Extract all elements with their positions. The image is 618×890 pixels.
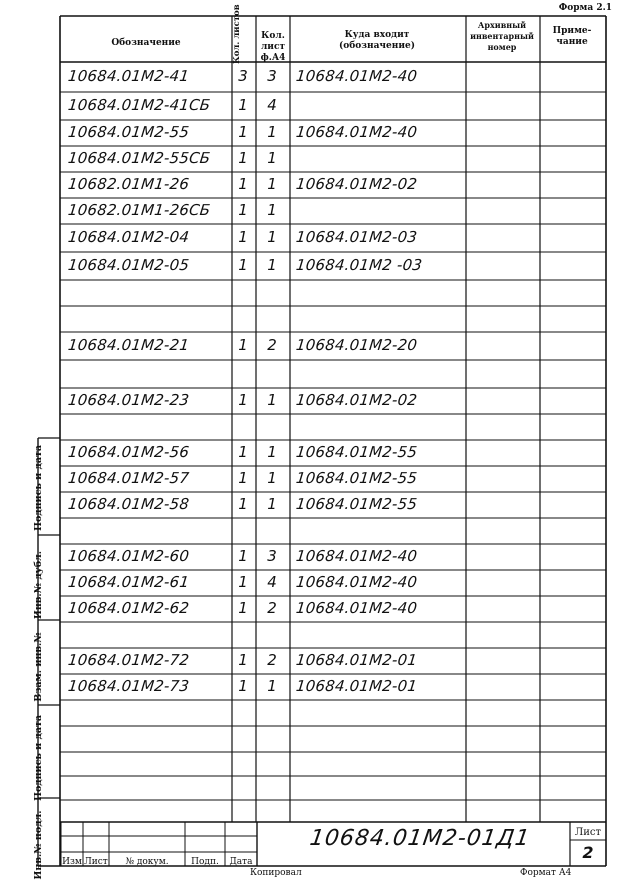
sheet-number: 2 [582, 843, 594, 862]
tb-list: Лист [84, 857, 108, 867]
cell-designation: 10684.01М2-55СБ [67, 149, 212, 167]
cell-designation: 10684.01М2-73 [67, 677, 191, 695]
side-label-vzam-inv: Взам. инв.№ [33, 632, 44, 702]
table-row [60, 648, 606, 674]
table-row [60, 146, 606, 172]
cell-designation: 10684.01М2-58 [67, 495, 191, 513]
cell-designation: 10684.01М2-57 [67, 469, 191, 487]
cell-where-used: 10684.01М2-40 [295, 599, 419, 617]
cell-where-used: 10684.01М2-03 [295, 228, 419, 246]
cell-sheets: 1 [238, 96, 248, 114]
header-where-used: Куда входит (обозначение) [339, 30, 415, 51]
header-designation: Обозначение [111, 38, 181, 48]
cell-a4: 2 [267, 651, 277, 669]
cell-designation: 10684.01М2-04 [67, 228, 191, 246]
table-row [60, 388, 606, 414]
form-label: Форма 2.1 [558, 3, 612, 13]
cell-sheets: 1 [238, 547, 248, 565]
table-row [60, 466, 606, 492]
side-label-sign-date-top: Подпись и дата [33, 444, 44, 532]
tb-izm: Изм [62, 857, 82, 867]
cell-sheets: 1 [238, 175, 248, 193]
cell-sheets: 3 [238, 67, 248, 85]
cell-sheets: 1 [238, 443, 248, 461]
table-row [60, 570, 606, 596]
cell-sheets: 1 [238, 469, 248, 487]
cell-where-used: 10684.01М2-40 [295, 547, 419, 565]
side-label-sign-date-bottom: Подпись и дата [33, 714, 44, 802]
cell-where-used: 10684.01М2-01 [295, 651, 419, 669]
cell-a4: 1 [267, 391, 277, 409]
cell-designation: 10684.01М2-60 [67, 547, 191, 565]
table-row [60, 306, 606, 332]
table-row [60, 332, 606, 360]
cell-designation: 10682.01М1-26СБ [67, 201, 212, 219]
cell-designation: 10682.01М1-26 [67, 175, 191, 193]
cell-a4: 1 [267, 256, 277, 274]
footer-format: Формат А4 [520, 868, 572, 878]
cell-a4: 1 [267, 469, 277, 487]
cell-a4: 1 [267, 201, 277, 219]
table-row [60, 120, 606, 146]
table-row [60, 224, 606, 252]
cell-where-used: 10684.01М2-20 [295, 336, 419, 354]
header-archive: Архивный инвентарный номер [470, 20, 534, 52]
side-label-inv-dubl: Инв.№ дубл. [33, 550, 44, 620]
cell-sheets: 1 [238, 391, 248, 409]
tb-data: Дата [229, 857, 253, 867]
table-row [60, 172, 606, 198]
header-qty-a4-text: Кол. лист ф.А4 [260, 31, 286, 63]
table-row [60, 544, 606, 570]
table-row [60, 360, 606, 388]
table-row [60, 252, 606, 280]
table-row [60, 440, 606, 466]
cell-designation: 10684.01М2-72 [67, 651, 191, 669]
cell-sheets: 1 [238, 573, 248, 591]
cell-where-used: 10684.01М2-55 [295, 495, 419, 513]
cell-where-used: 10684.01М2-55 [295, 469, 419, 487]
cell-designation: 10684.01М2-23 [67, 391, 191, 409]
cell-designation: 10684.01М2-56 [67, 443, 191, 461]
cell-where-used: 10684.01М2-02 [295, 391, 419, 409]
document-number: 10684.01М2-01Д1 [308, 826, 532, 851]
cell-designation: 10684.01М2-55 [67, 123, 191, 141]
cell-a4: 1 [267, 149, 277, 167]
cell-sheets: 1 [238, 149, 248, 167]
cell-where-used: 10684.01М2-55 [295, 443, 419, 461]
cell-a4: 2 [267, 336, 277, 354]
table-row [60, 414, 606, 440]
cell-designation: 10684.01М2-62 [67, 599, 191, 617]
tb-podp: Подп. [191, 857, 219, 867]
table-row [60, 198, 606, 224]
cell-designation: 10684.01М2-41СБ [67, 96, 212, 114]
cell-where-used: 10684.01М2-01 [295, 677, 419, 695]
cell-sheets: 1 [238, 599, 248, 617]
cell-a4: 1 [267, 495, 277, 513]
table-row [60, 674, 606, 700]
table-row [60, 622, 606, 648]
cell-designation: 10684.01М2-41 [67, 67, 191, 85]
table-row [60, 596, 606, 622]
cell-sheets: 1 [238, 123, 248, 141]
table-row [60, 492, 606, 518]
cell-where-used: 10684.01М2-40 [295, 123, 419, 141]
cell-a4: 1 [267, 175, 277, 193]
cell-where-used: 10684.01М2 -03 [295, 256, 424, 274]
cell-sheets: 1 [238, 651, 248, 669]
header-qty-sheets: Кол. листов [232, 4, 242, 64]
cell-sheets: 1 [238, 495, 248, 513]
table-row [60, 62, 606, 92]
cell-a4: 3 [267, 547, 277, 565]
cell-a4: 4 [267, 96, 277, 114]
sheet-label: Лист [574, 827, 602, 838]
cell-where-used: 10684.01М2-02 [295, 175, 419, 193]
cell-designation: 10684.01М2-05 [67, 256, 191, 274]
tb-doc-no: № докум. [125, 857, 169, 867]
footer-copied: Копировал [250, 868, 302, 878]
table-row [60, 92, 606, 120]
side-label-inv-podl: Инв.№ подл. [33, 810, 44, 880]
cell-a4: 3 [267, 67, 277, 85]
header-qty-a4 [258, 20, 288, 64]
cell-where-used: 10684.01М2-40 [295, 67, 419, 85]
cell-sheets: 1 [238, 201, 248, 219]
cell-a4: 4 [267, 573, 277, 591]
cell-a4: 1 [267, 228, 277, 246]
cell-sheets: 1 [238, 336, 248, 354]
cell-sheets: 1 [238, 677, 248, 695]
cell-a4: 1 [267, 443, 277, 461]
cell-designation: 10684.01М2-61 [67, 573, 191, 591]
table-row [60, 518, 606, 544]
cell-a4: 1 [267, 123, 277, 141]
cell-designation: 10684.01М2-21 [67, 336, 191, 354]
cell-a4: 2 [267, 599, 277, 617]
cell-sheets: 1 [238, 256, 248, 274]
header-note: Приме- чание [552, 26, 592, 47]
cell-sheets: 1 [238, 228, 248, 246]
table-row [60, 280, 606, 306]
cell-where-used: 10684.01М2-40 [295, 573, 419, 591]
cell-a4: 1 [267, 677, 277, 695]
